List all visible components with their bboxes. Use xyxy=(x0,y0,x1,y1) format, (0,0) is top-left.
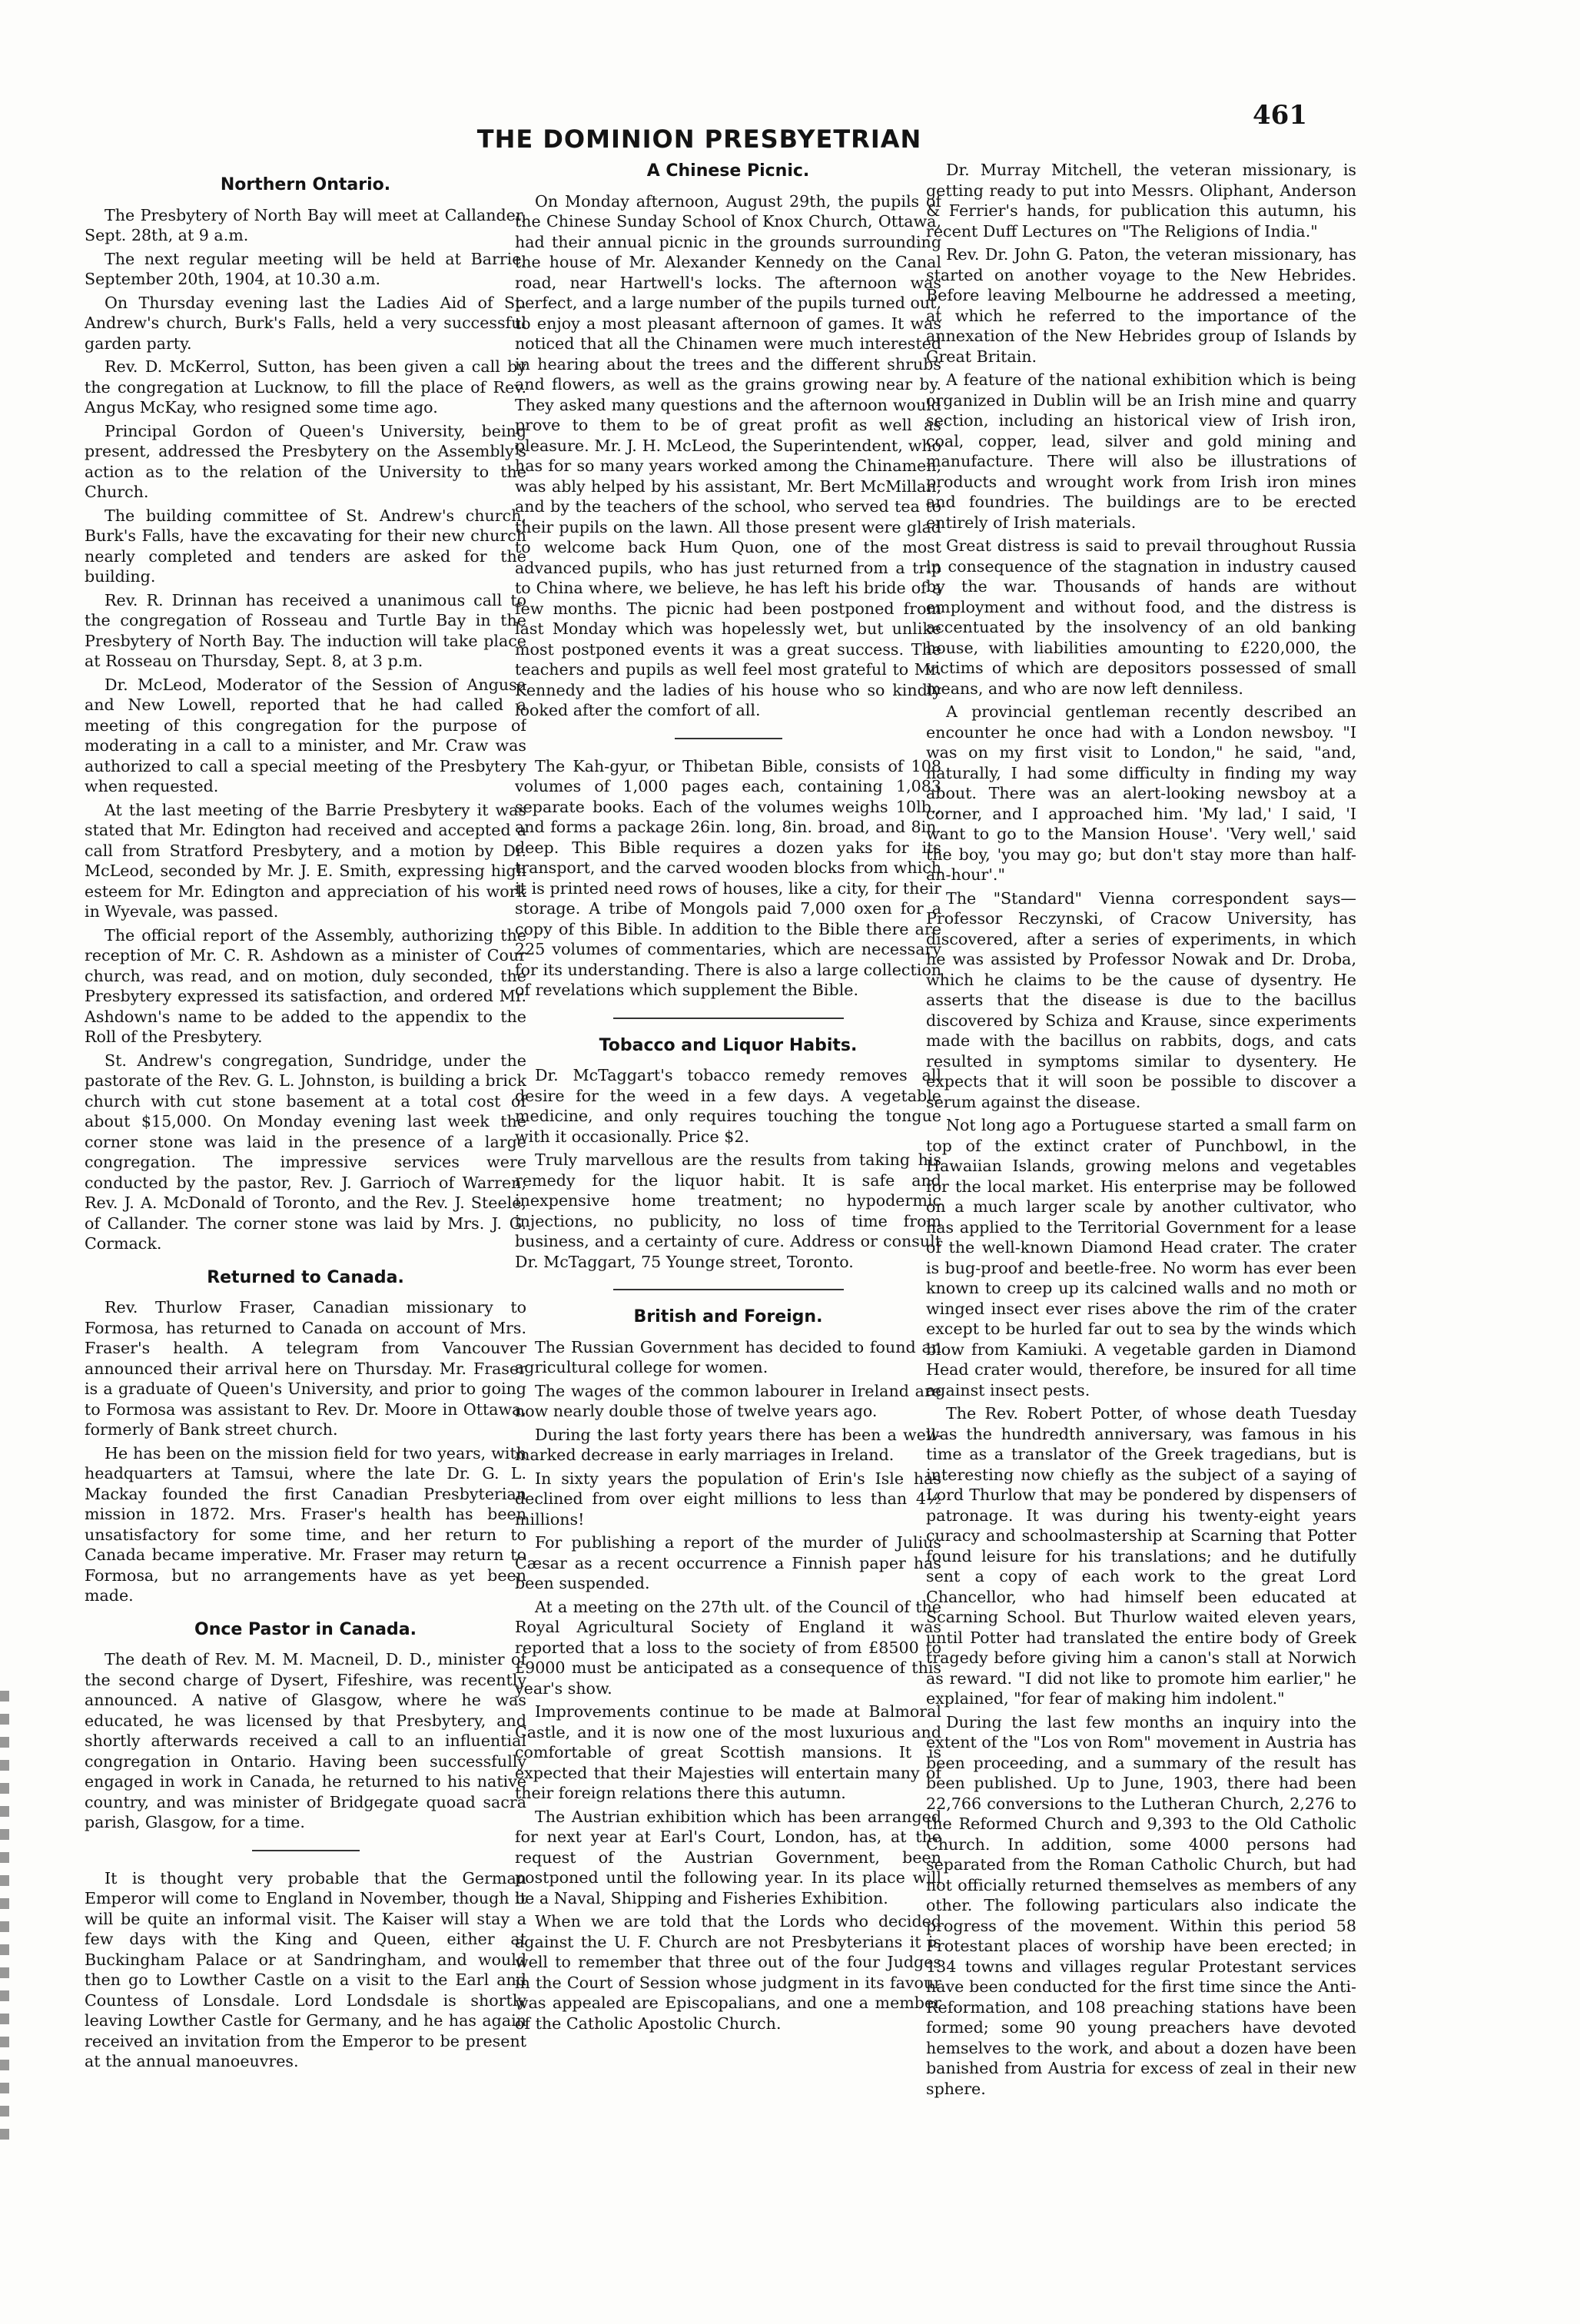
paragraph: The Austrian exhibition which has been arranged for next year at Earl's Court, London, has, at the request of the Austrian Government, been postponed until the following year. In its place will be a Naval, Shipping and Fisheries Exhibition. xyxy=(515,1807,941,1907)
heading-chinese-picnic: A Chinese Picnic. xyxy=(646,161,810,181)
paragraph: During the last few months an inquiry into the extent of the "Los von Rom" movement in Austria has been proceeding, and a summary of the result has been published. Up to June, 1903, there had been 22,766 conversions to the Lutheran Church, 2,276 to the Reformed Church and 9,393 to the Old Catholic Church. In addition, some 4000 persons had separated from the Roman Catholic Church, but had not officially returned themselves as members of any other. The following particulars also indicate the progress of the movement. Within this period 58 Protestant places of worship have been erected; in 134 towns and villages regular Protestant services have been conducted for the first time since the Anti-Reformation, and 108 preaching stations have been formed; some 90 young preachers have devoted hemselves to the work, and about a dozen have been banished from Austria for excess of zeal in their new sphere. xyxy=(926,1712,1356,2098)
paragraph: The official report of the Assembly, authorizing the reception of Mr. C. R. Ashdown as a minister of Cour church, was read, and on motion, duly seconded, the Presbytery expressed its satisfaction, and ordered Mr. Ashdown's name to be added to the appendix to the Roll of the Presbytery. xyxy=(85,925,526,1046)
paragraph: At a meeting on the 27th ult. of the Council of the Royal Agricultural Society of England it was reported that a loss to the society of from £8500 to £9000 must be anticipated as a consequence of this year's show. xyxy=(515,1597,941,1698)
divider xyxy=(675,738,782,739)
paragraph: Dr. Murray Mitchell, the veteran missionary, is getting ready to put into Messrs. Oliphant, Anderson & Ferrier's hands, for publication this autumn, his recent Duff Lectures on "The Religions of India." xyxy=(926,161,1356,241)
divider xyxy=(252,1850,360,1851)
paragraph: The Presbytery of North Bay will meet at Callander, Sept. 28th, at 9 a.m. xyxy=(85,205,526,244)
masthead-title: THE DOMINION PRESBYETRIAN xyxy=(476,124,922,154)
paragraph: Improvements continue to be made at Balmoral Castle, and it is now one of the most luxurious and comfortable of great Scottish mansions. It is expected that their Majesties will entertain many of their foreign relations there this autumn. xyxy=(515,1702,941,1802)
paragraph: The Russian Government has decided to found an agricultural college for women. xyxy=(515,1337,941,1376)
paragraph: During the last forty years there has been a well-marked decrease in early marriages in Ireland. xyxy=(515,1425,941,1464)
binding-edge-marks xyxy=(0,1691,9,2152)
paragraph: It is thought very probable that the German Emperor will come to England in November, though it will be quite an informal visit. The Kaiser will stay a few days with the King and Queen, either at Buckingham Palace or at Sandringham, and would then go to Lowther Castle on a visit to the Earl and Countess of Lonsdale. Lord Londsdale is shortly leaving Lowther Castle for Germany, and he has again received an invitation from the Emperor to be present at the annual manoeuvres. xyxy=(85,1868,526,2070)
heading-returned-to-canada: Returned to Canada. xyxy=(207,1267,404,1287)
column-right xyxy=(926,160,1356,2296)
paragraph: Rev. D. McKerrol, Sutton, has been given a call by the congregation at Lucknow, to fill the place of Rev. Angus McKay, who resigned some time ago. xyxy=(85,357,526,417)
paragraph: Truly marvellous are the results from taking his remedy for the liquor habit. It is safe and inexpensive home treatment; no hypodermic injections, no publicity, no loss of time from business, and a certainty of cure. Address or consult Dr. McTaggart, 75 Younge street, Toronto. xyxy=(515,1150,941,1271)
paragraph: The Rev. Robert Potter, of whose death Tuesday was the hundredth anniversary, was famous in his time as a translator of the Greek tragedians, but is interesting now chiefly as the subject of a saying of Lord Thurlow that may be pondered by dispensers of patronage. It was during his twenty-eight years curacy and schoolmastership at Scarning that Potter found leisure for his translations; and he dutifully sent a copy of each work to the great Lord Chancellor, who had himself been educated at Scarning School. But Thurlow waited eleven years, until Potter had translated the entire body of Greek tragedy before giving him a canon's stall at Norwich as reward. "I did not like to promote him earlier," he explained, "for fear of making him indolent." xyxy=(926,1404,1356,1708)
paragraph: The wages of the common labourer in Ireland are now nearly double those of twelve years ago. xyxy=(515,1381,941,1420)
paragraph: When we are told that the Lords who decided against the U. F. Church are not Presbyterians it is well to remember that three out of the four Judges in the Court of Session whose judgment in its favour was appealed are Episcopalians, and one a member of the Catholic Apostolic Church. xyxy=(515,1912,941,2033)
paragraph: Rev. R. Drinnan has received a unanimous call to the congregation of Rosseau and Turtle Bay in the Presbytery of North Bay. The induction will take place at Rosseau on Thursday, Sept. 8, at 3 p.m. xyxy=(85,590,526,670)
heading-once-pastor: Once Pastor in Canada. xyxy=(194,1619,417,1639)
paragraph: At the last meeting of the Barrie Presbytery it was stated that Mr. Edington had received and accepted a call from Stratford Presbytery, and a motion by Dr. McLeod, seconded by Mr. J. E. Smith, expressing high esteem for Mr. Edington and appreciation of his work in Wyevale, was passed. xyxy=(85,800,526,921)
paragraph: For publishing a report of the murder of Julius Cæsar as a recent occurrence a Finnish paper has been suspended. xyxy=(515,1533,941,1592)
paragraph: The next regular meeting will be held at Barrie, September 20th, 1904, at 10.30 a.m. xyxy=(85,249,526,288)
paragraph: The death of Rev. M. M. Macneil, D. D., minister of the second charge of Dysert, Fifeshire, was recently announced. A native of Glasgow, where he was educated, he was licensed by that Presbytery, and shortly afterwards received a call to an influential congregation in Ontario. Having been successfully engaged in work in Canada, he returned to his native country, and was minister of Bridgegate quoad sacra parish, Glasgow, for a time. xyxy=(85,1650,526,1831)
heading-northern-ontario: Northern Ontario. xyxy=(220,175,391,194)
paragraph: Not long ago a Portuguese started a small farm on top of the extinct crater of Punchbowl, in the Hawaiian Islands, growing melons and vegetables for the local market. His enterprise may be followed on a much larger scale by another cultivator, who has applied to the Territorial Government for a lease of the well-known Diamond Head crater. The crater is bug-proof and beetle-free. No worm has ever been known to creep up its calcined walls and no moth or winged insect ever rises above the rim of the crater except to be hurled far out to sea by the winds which blow from Kamiuki. A vegetable garden in Diamond Head crater would, therefore, be insured for all time against insect pests. xyxy=(926,1116,1356,1399)
paragraph: St. Andrew's congregation, Sundridge, under the pastorate of the Rev. G. L. Johnston, is building a brick church with cut stone basement at a total cost of about $15,000. On Monday evening last week the corner stone was laid in the presence of a large congregation. The impressive services were conducted by the pastor, Rev. J. Garrioch of Warren, Rev. J. A. McDonald of Toronto, and the Rev. J. Steele, of Callander. The corner stone was laid by Mrs. J. G. Cormack. xyxy=(85,1051,526,1253)
paragraph: Rev. Thurlow Fraser, Canadian missionary to Formosa, has returned to Canada on account of Mrs. Fraser's health. A telegram from Vancouver announced their arrival here on Thursday. Mr. Fraser is a graduate of Queen's University, and prior to going to Formosa was assistant to Rev. Dr. Moore in Ottawa, formerly of Bank street church. xyxy=(85,1298,526,1439)
paragraph: The "Standard" Vienna correspondent says—Professor Reczynski, of Cracow University, has discovered, after a series of experiments, in which he was assisted by Professor Nowak and Dr. Droba, which he claims to be the cause of dysentry. He asserts that the disease is due to the bacillus discovered by Schiza and Krause, since experiments made with the bacillus on rabbits, dogs, and cats resulted in symptoms similar to dysentery. He expects that it will soon be possible to discover a serum against the disease. xyxy=(926,888,1356,1111)
paragraph: Great distress is said to prevail throughout Russia in consequence of the stagnation in industry caused by the war. Thousands of hands are without employment and without food, and the distress is accentuated by the insolvency of an old banking house, with liabilities amounting to £220,000, the victims of which are depositors possessed of small means, and who are now left denniless. xyxy=(926,536,1356,698)
paragraph: Rev. Dr. John G. Paton, the veteran missionary, has started on another voyage to the New Hebrides. Before leaving Melbourne he addressed a meeting, at which he referred to the importance of the annexation of the New Hebrides group of Islands by Great Britain. xyxy=(926,245,1356,366)
paragraph: A provincial gentleman recently described an encounter he once had with a London newsboy. "I was on my first visit to London," he said, "and, naturally, I had some difficulty in finding my way about. There was an alert-looking newsboy at a corner, and I approached him. 'My lad,' I said, 'I want to go to the Mansion House'. 'Very well,' said the boy, 'you may go; but don't stay more than half-an-hour'." xyxy=(926,702,1356,884)
paragraph: Dr. McTaggart's tobacco remedy removes all desire for the weed in a few days. A vegetable medicine, and only requires touching the tongue with it occasionally. Price $2. xyxy=(515,1066,941,1146)
paragraph: Dr. McLeod, Moderator of the Session of Angusa and New Lowell, reported that he had called a meeting of this congregation for the purpose of moderating in a call to a minister, and Mr. Craw was authorized to call a special meeting of the Presbytery when requested. xyxy=(85,675,526,795)
paragraph: A feature of the national exhibition which is being organized in Dublin will be an Irish mine and quarry section, including an historical view of Irish iron, coal, copper, lead, silver and gold mining and manufacture. There will also be illustrations of products and wrought work from Irish iron mines and foundries. The buildings are to be erected entirely of Irish materials. xyxy=(926,370,1356,532)
paragraph: The Kah-gyur, or Thibetan Bible, consists of 108 volumes of 1,000 pages each, containing 1,083 separate books. Each of the volumes weighs 10lb., and forms a package 26in. long, 8in. broad, and 8in. deep. This Bible requires a dozen yaks for its transport, and the carved wooden blocks from which it is printed need rows of houses, like a city, for their storage. A tribe of Mongols paid 7,000 oxen for a copy of this Bible. In addition to the Bible there are 225 volumes of commentaries, which are necessary for its understanding. There is also a large collection of revelations which supplement the Bible. xyxy=(515,756,941,999)
divider xyxy=(613,1289,844,1290)
paragraph: In sixty years the population of Erin's Isle has declined from over eight millions to less than 4½ millions! xyxy=(515,1469,941,1529)
paragraph: The building committee of St. Andrew's church, Burk's Falls, have the excavating for their new church nearly completed and tenders are asked for the building. xyxy=(85,506,526,586)
page-number: 461 xyxy=(1253,100,1307,131)
divider xyxy=(613,1018,844,1019)
paragraph: On Monday afternoon, August 29th, the pupils of the Chinese Sunday School of Knox Church, Ottawa, had their annual picnic in the grounds surrounding the house of Mr. Alexander Kennedy on the Canal road, near Hartwell's locks. The afternoon was perfect, and a large number of the pupils turned out, to enjoy a most pleasant afternoon of games. It was noticed that all the Chinamen were much interested in hearing about the trees and the different shrubs and flowers, as well as the grains growing near by. They asked many questions and the afternoon would prove to them to be of great profit as well as pleasure. Mr. J. H. McLeod, the Superintendent, who has for so many years worked among the Chinamen, was ably helped by his assistant, Mr. Bert McMillan, and by the teachers of the school, who served tea to their pupils on the lawn. All those present were glad to welcome back Hum Quon, one of the most advanced pupils, who has just returned from a trip to China where, we believe, he has left his bride of a few months. The picnic had been postponed from last Monday which was hopelessly wet, but unlike most postponed events it was a great success. The teachers and pupils as well feel most grateful to Mr. Kennedy and the ladies of his house who so kindly looked after the comfort of all. xyxy=(515,191,941,719)
heading-tobacco-liquor: Tobacco and Liquor Habits. xyxy=(599,1035,858,1055)
paragraph: He has been on the mission field for two years, with headquarters at Tamsui, where the late Dr. G. L. Mackay founded the first Canadian Presbyterian mission in 1872. Mrs. Fraser's health has been unsatisfactory for some time, and her return to Canada became imperative. Mr. Fraser may return to Formosa, but no arrangements have as yet been made. xyxy=(85,1443,526,1605)
paragraph: Principal Gordon of Queen's University, being present, addressed the Presbytery on the Assembly's action as to the relation of the University to the Church. xyxy=(85,421,526,501)
column-left xyxy=(85,175,526,2312)
heading-british-foreign: British and Foreign. xyxy=(633,1307,823,1326)
paragraph: On Thursday evening last the Ladies Aid of St. Andrew's church, Burk's Falls, held a very successful garden party. xyxy=(85,293,526,353)
column-middle xyxy=(515,161,941,2298)
